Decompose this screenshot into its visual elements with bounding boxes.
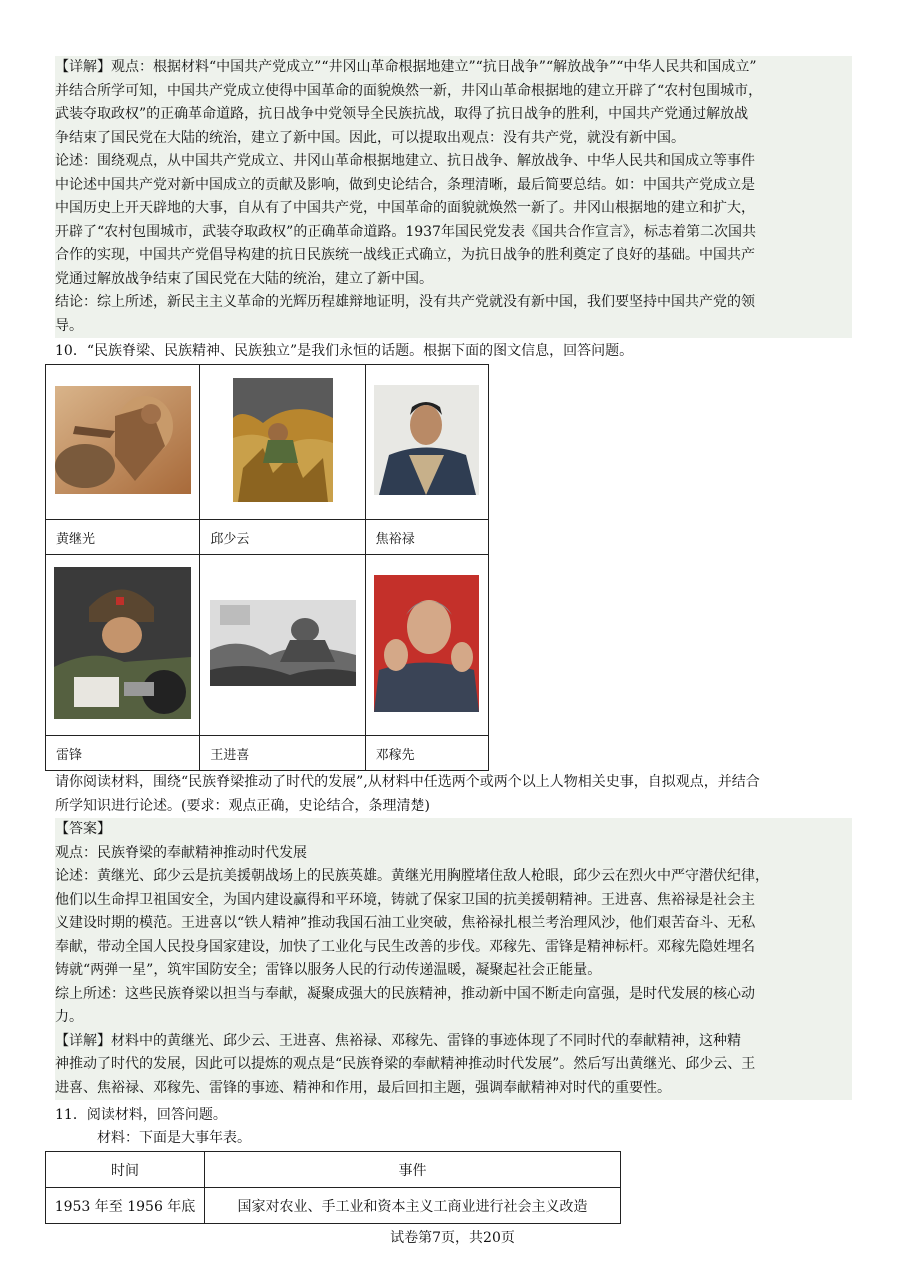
text-line: 【详解】材料中的黄继光、邱少云、王进喜、焦裕禄、邓稼先、雷锋的事迹体现了不同时代的奉献精神，这种精: [55, 1032, 741, 1049]
text-line: 综上所述：这些民族脊梁以担当与奉献，凝聚成强大的民族精神，推动新中国不断走向富强，是时代发展的核心动: [55, 985, 755, 1002]
text-line: 进喜、焦裕禄、邓稼先、雷锋的事迹、精神和作用，最后回扣主题，强调奉献精神对时代的重要性。: [55, 1079, 671, 1096]
question-10-prompt: [55, 771, 855, 818]
table-header-time: 时间: [46, 1152, 205, 1188]
photo-cell: [365, 555, 488, 736]
person-name-huang-jiguang: 黄继光: [46, 520, 200, 555]
person-name-lei-feng: 雷锋: [46, 736, 200, 771]
text-line: 中论述中国共产党对新中国成立的贡献及影响，做到史论结合，条理清晰，最后简要总结。如：中国共产党成立是: [55, 176, 755, 193]
question-11-stem: 11．阅读材料，回答问题。: [55, 1107, 227, 1123]
question-10-stem: 10．“民族脊梁、民族精神、民族独立”是我们永恒的话题。根据下面的图文信息，回答问题。: [55, 343, 634, 359]
text-line: 结论：综上所述，新民主主义革命的光辉历程雄辩地证明，没有共产党就没有新中国，我们要坚持中国共产党的领: [55, 294, 755, 310]
table-header-row: [46, 1152, 621, 1188]
scientist-portrait-photo-icon: [374, 575, 479, 712]
events-table: [45, 1151, 621, 1224]
soldier-charging-photo-icon: [55, 386, 191, 494]
photo-cell: [46, 555, 200, 736]
text-line: 奉献，带动全国人民投身国家建设，加快了工业化与民生改善的步伐。邓稼先、雷锋是精神标杆。邓稼先隐姓埋名: [55, 938, 755, 955]
table-cell-time: 1953 年至 1956 年底: [46, 1188, 205, 1224]
text-line: 力。: [55, 1009, 83, 1025]
table-row: [46, 1188, 621, 1224]
text-line: 观点：民族脊梁的奉献精神推动时代发展: [55, 844, 307, 861]
person-name-deng-jiaxian: 邓稼先: [365, 736, 488, 771]
text-line: 所学知识进行论述。(要求：观点正确，史论结合，条理清楚): [55, 797, 430, 814]
soldier-with-cap-photo-icon: [54, 567, 191, 719]
text-line: 争结束了国民党在大陆的统治，建立了新中国。因此，可以提取出观点：没有共产党，就没有新中国。: [55, 129, 685, 146]
table-cell-event: 国家对农业、手工业和资本主义工商业进行社会主义改造: [205, 1188, 621, 1224]
photo-cell: [365, 365, 488, 520]
text-line: 神推动了时代的发展，因此可以提炼的观点是“民族脊梁的奉献精神推动时代发展”。然后写出黄继光、邱少云、王: [55, 1056, 756, 1072]
people-image-grid: [45, 364, 489, 771]
text-line: 义建设时期的模范。王进喜以“铁人精神”推动我国石油工业突破，焦裕禄扎根兰考治理风沙，他们艰苦奋斗、无私: [55, 915, 756, 931]
man-portrait-photo-icon: [374, 385, 479, 495]
answer-block-q10: [55, 818, 852, 1100]
explanation-block-q9: [55, 56, 852, 338]
table-header-event: 事件: [205, 1152, 621, 1188]
text-line: 铸就“两弹一星”，筑牢国防安全；雷锋以服务人民的行动传递温暖，凝聚起社会正能量。: [55, 962, 602, 978]
text-line: 【答案】: [55, 821, 111, 837]
text-line: 他们以生命捍卫祖国安全，为国内建设赢得和平环境，铸就了保家卫国的抗美援朝精神。王进喜、焦裕禄是社会主: [55, 891, 755, 908]
text-line: 党通过解放战争结束了国民党在大陆的统治，建立了新中国。: [55, 270, 433, 287]
text-line: 【详解】观点：根据材料“中国共产党成立”“井冈山革命根据地建立”“抗日战争”“解放战争”“中华人民共和国成立”: [55, 59, 757, 75]
soldier-in-fire-photo-icon: [233, 378, 333, 502]
page-footer: 试卷第7页，共20页: [390, 1230, 515, 1246]
text-line: 开辟了“农村包围城市，武装夺取政权”的正确革命道路。1937年国民党发表《国共合作宣言》，标志着第二次国共: [55, 223, 756, 240]
text-line: 武装夺取政权”的正确革命道路，抗日战争中党领导全民族抗战，取得了抗日战争的胜利，中国共产党通过解放战: [55, 106, 749, 122]
text-line: 中国历史上开天辟地的大事，自从有了中国共产党，中国革命的面貌就焕然一新了。井冈山根据地的建立和扩大，: [55, 200, 755, 216]
photo-cell: [200, 555, 365, 736]
worker-in-oil-photo-icon: [210, 600, 356, 686]
text-line: 合作的实现，中国共产党倡导构建的抗日民族统一战线正式确立，为抗日战争的胜利奠定了良好的基础。中国共产: [55, 247, 755, 263]
text-line: 导。: [55, 317, 83, 334]
photo-cell: [200, 365, 365, 520]
question-11-material: 材料：下面是大事年表。: [97, 1130, 251, 1146]
person-name-wang-jinxi: 王进喜: [200, 736, 365, 771]
text-line: 请你阅读材料，围绕“民族脊梁推动了时代的发展”,从材料中任选两个或两个以上人物相关史事，自拟观点，并结合: [55, 774, 760, 790]
person-name-jiao-yulu: 焦裕禄: [365, 520, 488, 555]
text-line: 论述：黄继光、邱少云是抗美援朝战场上的民族英雄。黄继光用胸膛堵住敌人枪眼，邱少云在烈火中严守潜伏纪律，: [55, 868, 769, 884]
person-name-qiu-shaoyun: 邱少云: [200, 520, 365, 555]
text-line: 并结合所学可知，中国共产党成立使得中国革命的面貌焕然一新，井冈山革命根据地的建立开辟了“农村包围城市，: [55, 82, 763, 99]
photo-cell: [46, 365, 200, 520]
text-line: 论述：围绕观点，从中国共产党成立、井冈山革命根据地建立、抗日战争、解放战争、中华人民共和国成立等事件: [55, 153, 755, 169]
